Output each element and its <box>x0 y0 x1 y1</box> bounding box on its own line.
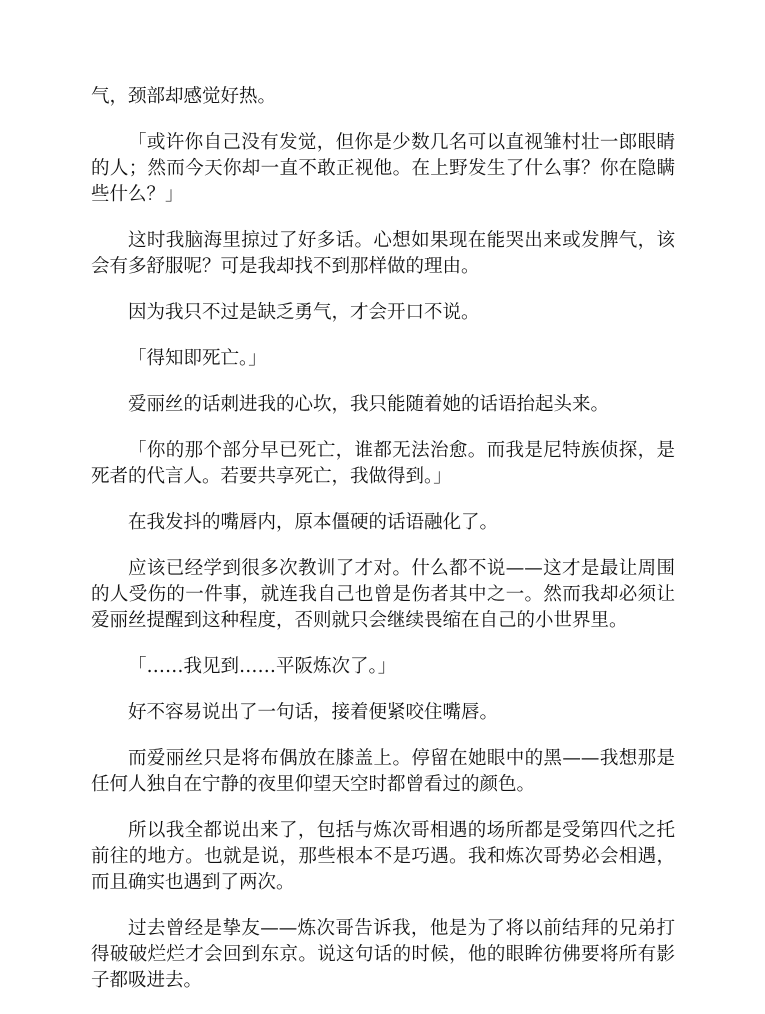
paragraph: 因为我只不过是缺乏勇气，才会开口不说。 <box>128 302 480 323</box>
paragraph: 气，颈部却感觉好热。 <box>91 86 277 107</box>
paragraph: 在我发抖的嘴唇内，原本僵硬的话语融化了。 <box>128 512 499 533</box>
paragraph: 「或许你自己没有发觉，但你是少数几名可以直视雏村壮一郎眼睛的人；然而今天你却一直不敢正视他。在上野发生了什么事？你在隐瞒些什么？」 <box>91 132 675 205</box>
paragraph: 「……我见到……平阪炼次了。」 <box>128 656 397 677</box>
paragraph: 爱丽丝的话刺进我的心坎，我只能随着她的话语抬起头来。 <box>128 394 610 415</box>
paragraph: 好不容易说出了一句话，接着便紧咬住嘴唇。 <box>128 702 499 723</box>
paragraph: 而爱丽丝只是将布偶放在膝盖上。停留在她眼中的黑——我想那是任何人独自在宁静的夜里仰望天空时都曾看过的颜色。 <box>91 748 675 795</box>
paragraph: 所以我全都说出来了，包括与炼次哥相遇的场所都是受第四代之托前往的地方。也就是说，那些根本不是巧遇。我和炼次哥势必会相遇，而且确实也遇到了两次。 <box>91 820 675 893</box>
paragraph: 应该已经学到很多次教训了才对。什么都不说——这才是最让周围的人受伤的一件事，就连我自己也曾是伤者其中之一。然而我却必须让爱丽丝提醒到这种程度，否则就只会继续畏缩在自己的小世界里。 <box>91 558 675 631</box>
paragraph: 这时我脑海里掠过了好多话。心想如果现在能哭出来或发脾气，该会有多舒服呢？可是我却找不到那样做的理由。 <box>91 230 675 277</box>
paragraph: 「得知即死亡。」 <box>128 348 267 369</box>
body-text <box>91 84 675 1014</box>
paragraph: 「你的那个部分早已死亡，谁都无法治愈。而我是尼特族侦探，是死者的代言人。若要共享死亡，我做得到。」 <box>91 440 675 487</box>
paragraph: 过去曾经是挚友——炼次哥告诉我，他是为了将以前结拜的兄弟打得破破烂烂才会回到东京。说这句话的时候，他的眼眸彷佛要将所有影子都吸进去。 <box>91 918 675 991</box>
